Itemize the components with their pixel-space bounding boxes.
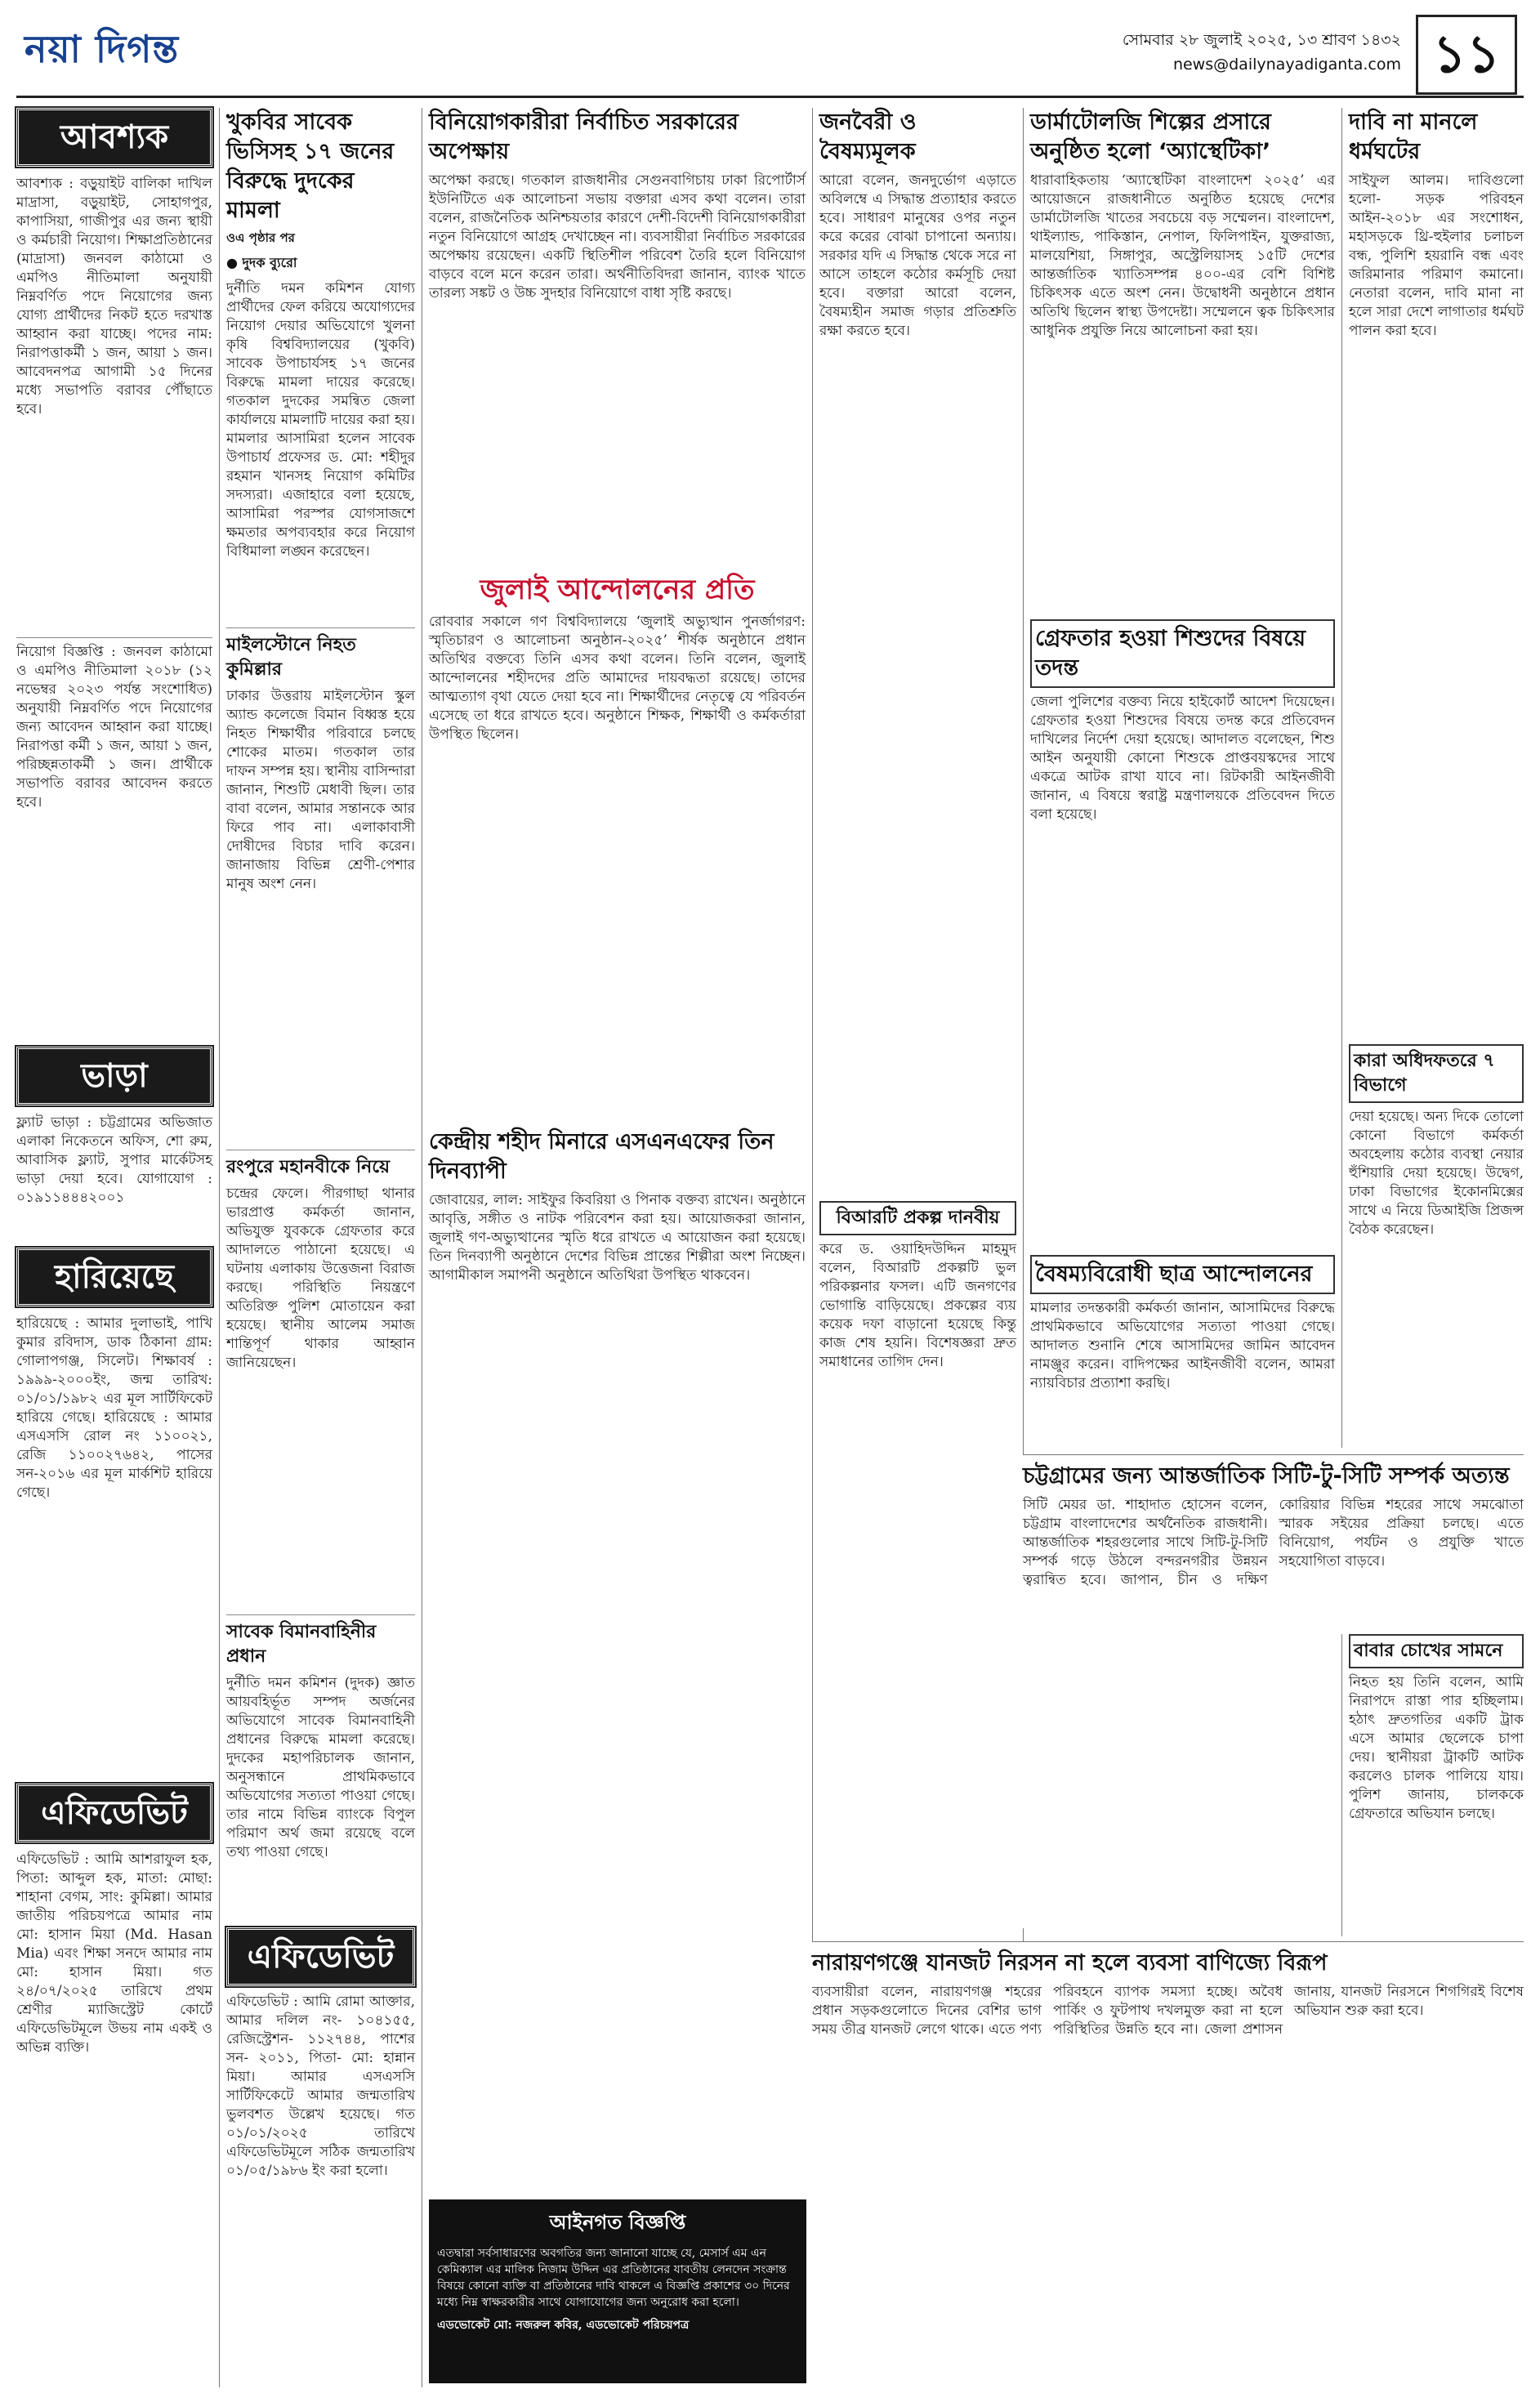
story-1-byline: ● দুদক ব্যুরো bbox=[226, 255, 297, 270]
story-6-headline: জুলাই আন্দোলনের প্রতি bbox=[480, 574, 755, 606]
column-8 bbox=[1341, 108, 1524, 1448]
story-16-body: দেয়া হয়েছে। অন্য দিকে তোলো কোনো বিভাগে কর্মকর্তা অবহেলায় কঠোর ব্যবস্থা নেয়ার হুঁশিয়ারি দেয়া হয়েছে। উদ্বেগ, ঢাকা বিভাগের ইকোনমিক্সের সাথে এ নিয়ে ডিআইজি প্রিজন্স বৈঠক করেছেন। bbox=[1349, 1109, 1524, 1238]
story-14-block bbox=[812, 1941, 1524, 2387]
masthead bbox=[16, 10, 1524, 98]
rent-section-heading: ভাড়া bbox=[16, 1047, 212, 1105]
story-4-headline: সাবেক বিমানবাহিনীর প্রধান bbox=[226, 1622, 377, 1667]
story-1-headline: খুকবির সাবেক ভিসিসহ ১৭ জনের বিরুদ্ধে দুদকের মামলা bbox=[226, 109, 395, 223]
wanted-ad-1: আবশ্যক : বড়ুয়াইট বালিকা দাখিল মাদ্রাসা, বড়ুয়াইট, সোহাগপুর, কাপাসিয়া, গাজীপুর এর জন্য স্থায়ী ও কর্মচারী নিয়োগ। শিক্ষাপ্রতিষ্ঠানের (মাদ্রাসা) জনবল কাঠামো ও এমপিও নীতিমালা অনুযায়ী নিম্নবর্ণিত পদে নিয়োগের জন্য যোগ্য প্রার্থীদের নিকট হতে দরখাস্ত আহ্বান করা যাচ্ছে। পদের নাম: নিরাপত্তাকর্মী ১ জন, আয়া ১ জন। আবেদনপত্র আগামী ১৫ দিনের মধ্যে সভাপতি বরাবর পৌঁছাতে হবে। bbox=[16, 176, 212, 418]
page-number: ১১ bbox=[1416, 15, 1517, 95]
story-1-body: দুর্নীতি দমন কমিশন যোগ্য প্রার্থীদের ফেল করিয়ে অযোগ্যদের নিয়োগ দেয়ার অভিযোগে খুলনা কৃষি বিশ্ববিদ্যালয়ের (খুকবি) সাবেক উপাচার্যসহ ১৭ জনের বিরুদ্ধে মামলা দায়ের করেছে। গতকাল দুদকের সমন্বিত জেলা কার্যালয়ে মামলাটি দায়ের করা হয়। মামলার আসামিরা হলেন সাবেক উপাচার্য প্রফেসর ড. মো: শহীদুর রহমান খানসহ নিয়োগ কমিটির সদস্যরা। এজাহারে বলা হয়েছে, আসামিরা পরস্পর যোগসাজশে ক্ষমতার অপব্যবহার করে নিয়োগ বিধিমালা লঙ্ঘন করেছেন। bbox=[226, 280, 415, 560]
story-2-body: ঢাকার উত্তরায় মাইলস্টোন স্কুল অ্যান্ড কলেজে বিমান বিধ্বস্ত হয়ে নিহত শিক্ষার্থীর পরিবারে চলছে শোকের মাতম। গতকাল তার দাফন সম্পন্ন হয়। স্থানীয় বাসিন্দারা জানান, শিশুটি মেধাবী ছিল। তার বাবা বলেন, আমার সন্তানকে আর ফিরে পাব না। এলাকাবাসী দোষীদের বিচার দাবি করেন। জানাজায় বিভিন্ন শ্রেণী-পেশার মানুষ অংশ নেন। bbox=[226, 688, 415, 892]
classifieds-column bbox=[16, 108, 212, 2387]
story-17-body: নিহত হয় তিনি বলেন, আমি নিরাপদে রাস্তা পার হচ্ছিলাম। হঠাৎ দ্রুতগতির একটি ট্রাক এসে আমার ছেলেকে চাপা দেয়। স্থানীয়রা ট্রাকটি আটক করলেও চালক পালিয়ে যায়। পুলিশ জানায়, চালককে গ্রেফতারে অভিযান চলছে। bbox=[1349, 1674, 1524, 1822]
story-5-body: অপেক্ষা করছে। গতকাল রাজধানীর সেগুনবাগিচায় ঢাকা রিপোর্টার্স ইউনিটিতে এক আলোচনা সভায় বক্তারা এসব কথা বলেন। তারা বলেন, রাজনৈতিক অনিশ্চয়তার কারণে দেশী-বিদেশী বিনিয়োগকারীরা নতুন বিনিয়োগে আগ্রহ দেখাচ্ছেন না। ব্যবসায়ীরা নির্বাচিত সরকারের অপেক্ষায় রয়েছেন। একটি স্থিতিশীল পরিবেশ তৈরি হলে বিনিয়োগ বাড়বে বলে মনে করেন তারা। অর্থনীতিবিদরা জানান, ব্যাংক খাতে তারল্য সঙ্কট ও উচ্চ সুদহার বিনিয়োগে বাধা সৃষ্টি করছে। bbox=[429, 172, 806, 301]
lost-section-heading: হারিয়েছে bbox=[16, 1248, 212, 1306]
center-column bbox=[422, 108, 806, 2387]
story-15-body: সাইফুল আলম। দাবিগুলো হলো- সড়ক পরিবহন আইন-২০১৮ এর সংশোধন, মহাসড়কে থ্রি-হুইলার চলাচল বন্ধ, পুলিশি হয়রানি বন্ধ এবং জরিমানার পরিমাণ কমানো। নেতারা বলেন, দাবি মানা না হলে সারা দেশে লাগাতার ধর্মঘট পালন করা হবে। bbox=[1349, 172, 1524, 339]
story-7-headline: কেন্দ্রীয় শহীদ মিনারে এসএনএফের তিন দিনব্যাপী bbox=[429, 1129, 774, 1184]
legal-notice-signature: এডভোকেট মো: নজরুল কবির, এডভোকেট পরিচয়পত্র bbox=[437, 2319, 690, 2332]
story-1-kicker: ওএ পৃষ্ঠার পর bbox=[226, 230, 295, 245]
story-3-body: চন্দ্রের ফেলে। পীরগাছা থানার ভারপ্রাপ্ত কর্মকর্তা জানান, অভিযুক্ত যুবককে গ্রেফতার করে আদালতে পাঠানো হয়েছে। এ ঘটনায় এলাকায় উত্তেজনা বিরাজ করছে। পরিস্থিতি নিয়ন্ত্রণে অতিরিক্ত পুলিশ মোতায়েন করা হয়েছে। স্থানীয় আলেম সমাজ শান্তিপূর্ণ থাকার আহ্বান জানিয়েছেন। bbox=[226, 1186, 415, 1371]
story-17-headline: বাবার চোখের সামনে bbox=[1349, 1634, 1524, 1668]
story-12-headline: বৈষম্যবিরোধী ছাত্র আন্দোলনের bbox=[1030, 1255, 1335, 1294]
affidavit2-ad: এফিডেভিট : আমি রোমা আক্তার, আমার দলিল নং- ১০৪১৫৫, রেজিস্ট্রেশন- ১১২৭৪৪, পাশের সন- ২০১১, পিতা- মো: হান্নান মিয়া। আমার এসএসসি সার্টিফিকেটে আমার জন্মতারিখ ভুলবশত উল্লেখ হয়েছে। গত ০১/০১/২০২৫ তারিখে এফিডেভিটমূলে সঠিক জন্মতারিখ ০১/০৫/১৯৮৬ ইং করা হলো। bbox=[226, 1994, 415, 2179]
story-13-body: সিটি মেয়র ডা. শাহাদাত হোসেন বলেন, চট্টগ্রাম বাংলাদেশের অর্থনৈতিক রাজধানী। আন্তর্জাতিক শহরগুলোর সাথে সিটি-টু-সিটি সম্পর্ক গড়ে উঠলে বন্দরনগরীর উন্নয়ন ত্বরান্বিত হবে। জাপান, চীন ও দক্ষিণ কোরিয়ার বিভিন্ন শহরের সাথে সমঝোতা স্মারক সইয়ের প্রক্রিয়া চলছে। এতে বিনিয়োগ, পর্যটন ও প্রযুক্তি খাতে সহযোগিতা বাড়বে। bbox=[1023, 1497, 1524, 1588]
column-2 bbox=[219, 108, 415, 2387]
story-10-headline: ডার্মাটোলজি শিল্পের প্রসারে অনুষ্ঠিত হলো ‘অ্যাস্থেটিকা’ bbox=[1030, 109, 1271, 164]
story-12-body: মামলার তদন্তকারী কর্মকর্তা জানান, আসামিদের বিরুদ্ধে প্রাথমিকভাবে অভিযোগের সত্যতা পাওয়া গেছে। আদালত শুনানি শেষে আসামিদের জামিন আবেদন নামঞ্জুর করেন। বাদিপক্ষের আইনজীবী বলেন, আমরা ন্যায়বিচার প্রত্যাশা করছি। bbox=[1030, 1300, 1335, 1391]
story-10-body: ধারাবাহিকতায় ‘অ্যাস্থেটিকা বাংলাদেশ ২০২৫’ এর আয়োজনে রাজধানীতে অনুষ্ঠিত হয়েছে দেশের ডার্মাটোলজি খাতের সবচেয়ে বড় সম্মেলন। বাংলাদেশ, থাইল্যান্ড, পাকিস্তান, নেপাল, ফিলিপাইন, যুক্তরাজ্য, মালয়েশিয়া, সিঙ্গাপুর, অস্ট্রেলিয়াসহ ১৫টি দেশের আন্তর্জাতিক খ্যাতিসম্পন্ন ৪০০-এর বেশি বিশিষ্ট চিকিৎসক এতে অংশ নেন। উদ্বোধনী অনুষ্ঠানে প্রধান অতিথি ছিলেন স্বাস্থ্য উপদেষ্টা। সম্মেলনে ত্বক চিকিৎসার আধুনিক প্রযুক্তি নিয়ে আলোচনা করা হয়। bbox=[1030, 172, 1335, 339]
wanted-section-heading: আবশ্যক bbox=[16, 108, 212, 167]
story-14-body: ব্যবসায়ীরা বলেন, নারায়ণগঞ্জ শহরের প্রধান সড়কগুলোতে দিনের বেশির ভাগ সময় তীব্র যানজট লেগে থাকে। এতে পণ্য পরিবহনে ব্যাপক সমস্যা হচ্ছে। অবৈধ পার্কিং ও ফুটপাথ দখলমুক্ত করা না হলে পরিস্থিতির উন্নতি হবে না। জেলা প্রশাসন জানায়, যানজট নিরসনে শিগগিরই বিশেষ অভিযান শুরু করা হবে। bbox=[812, 1984, 1524, 2038]
story-15-headline: দাবি না মানলে ধর্মঘটের bbox=[1349, 109, 1478, 164]
story-8-body: আরো বলেন, জনদুর্ভোগ এড়াতে অবিলম্বে এ সিদ্ধান্ত প্রত্যাহার করতে হবে। সাধারণ মানুষের ওপর নতুন করে করের বোঝা চাপানো অন্যায়। সরকার যদি এ সিদ্ধান্ত থেকে সরে না আসে তাহলে কঠোর কর্মসূচি দেয়া হবে। বক্তারা আরো বলেন, বৈষম্যহীন সমাজ গড়ার প্রতিশ্রুতি রক্ষা করতে হবে। bbox=[819, 172, 1016, 339]
story-5-headline: বিনিয়োগকারীরা নির্বাচিত সরকারের অপেক্ষায় bbox=[429, 109, 739, 164]
affidavit-ad: এফিডেভিট : আমি আশরাফুল হক, পিতা: আব্দুল হক, মাতা: মোছা: শাহানা বেগম, সাং: কুমিল্লা। আমার জাতীয় পরিচয়পত্রে আমার নাম মো: হাসান মিয়া (Md. Hasan Mia) এবং শিক্ষা সনদে আমার নাম মো: হাসান মিয়া। গত ২৪/০৭/২০২৫ তারিখে প্রথম শ্রেণীর ম্যাজিস্ট্রেট কোর্টে এফিডেভিটমূলে উভয় নাম একই ও অভিন্ন ব্যক্তি। bbox=[16, 1851, 212, 2056]
story-4-body: দুর্নীতি দমন কমিশন (দুদক) জ্ঞাত আয়বহির্ভূত সম্পদ অর্জনের অভিযোগে সাবেক বিমানবাহিনী প্রধানের বিরুদ্ধে মামলা করেছে। দুদকের মহাপরিচালক জানান, অনুসন্ধানে প্রাথমিকভাবে অভিযোগের সত্যতা পাওয়া গেছে। তার নামে বিভিন্ন ব্যাংকে বিপুল পরিমাণ অর্থ জমা রয়েছে বলে তথ্য পাওয়া গেছে। bbox=[226, 1675, 415, 1860]
wanted-ad-2: নিয়োগ বিজ্ঞপ্তি : জনবল কাঠামো ও এমপিও নীতিমালা ২০১৮ (১২ নভেম্বর ২০২৩ পর্যন্ত সংশোধিত) অনুযায়ী নিম্নবর্ণিত পদে নিয়োগের জন্য আবেদন আহ্বান করা যাচ্ছে। নিরাপত্তা কর্মী ১ জন, আয়া ১ জন, পরিচ্ছন্নতাকর্মী ১ জন। প্রার্থীকে সভাপতি বরাবর আবেদন করতে হবে। bbox=[16, 644, 212, 810]
story-14-headline: নারায়ণগঞ্জে যানজট নিরসন না হলে ব্যবসা বাণিজ্যে বিরূপ bbox=[812, 1950, 1328, 1976]
story-13-headline: চট্টগ্রামের জন্য আন্তর্জাতিক সিটি-টু-সিটি সম্পর্ক অত্যন্ত bbox=[1023, 1463, 1510, 1489]
story-3-headline: রংপুরে মহানবীকে নিয়ে bbox=[226, 1157, 391, 1177]
story-11-body: জেলা পুলিশের বক্তব্য নিয়ে হাইকোর্ট আদেশ দিয়েছেন। গ্রেফতার হওয়া শিশুদের বিষয়ে তদন্ত করে প্রতিবেদন দাখিলের নির্দেশ দেয়া হয়েছে। আদালত বলেছেন, শিশু আইন অনুযায়ী কোনো শিশুকে প্রাপ্তবয়স্কদের সাথে একত্রে আটক রাখা যাবে না। রিটকারী আইনজীবী জানান, এ বিষয়ে স্বরাষ্ট্র মন্ত্রণালয়কে প্রতিবেদন দিতে বলা হয়েছে। bbox=[1030, 694, 1335, 823]
story-9-body: করে ড. ওয়াহিদউদ্দিন মাহমুদ বলেন, বিআরটি প্রকল্পটি ভুল পরিকল্পনার ফসল। এটি জনগণের ভোগান্তি বাড়িয়েছে। প্রকল্পের ব্যয় কয়েক দফা বাড়ানো হয়েছে কিন্তু কাজ শেষ হয়নি। বিশেষজ্ঞরা দ্রুত সমাধানের তাগিদ দেন। bbox=[819, 1241, 1016, 1370]
story-2-headline: মাইলস্টোনে নিহত কুমিল্লার bbox=[226, 635, 356, 680]
legal-notice-heading: আইনগত বিজ্ঞপ্তি bbox=[549, 2211, 686, 2234]
dateline bbox=[1123, 28, 1401, 77]
legal-notice bbox=[429, 2199, 806, 2383]
affidavit-section-heading: এফিডেভিট bbox=[16, 1784, 212, 1842]
legal-notice-body: এতদ্বারা সর্বসাধারণের অবগতির জন্য জানানো যাচ্ছে যে, মেসার্স এম এন কেমিক্যাল এর মালিক নিজাম উদ্দিন এর প্রতিষ্ঠানের যাবতীয় লেনদেন সংক্রান্ত বিষয়ে কোনো ব্যক্তি বা প্রতিষ্ঠানের দাবি থাকলে এ বিজ্ঞপ্তি প্রকাশের ৩০ দিনের মধ্যে নিম্ন স্বাক্ষরকারীর সাথে যোগাযোগের জন্য অনুরোধ করা হলো। bbox=[437, 2247, 790, 2309]
story-6-body: রোববার সকালে গণ বিশ্ববিদ্যালয়ে ‘জুলাই অভ্যুত্থান পুনর্জাগরণ: স্মৃতিচারণ ও আলোচনা অনুষ্ঠান-২০২৫’ শীর্ষক অনুষ্ঠানে প্রধান অতিথির বক্তব্যে তিনি এসব কথা বলেন। তিনি বলেন, জুলাই আন্দোলনের শহীদদের প্রতি আমাদের দায়বদ্ধতা রয়েছে। তাদের আত্মত্যাগ বৃথা যেতে দেয়া হবে না। শিক্ষার্থীদের নেতৃত্বে যে পরিবর্তন এসেছে তা ধরে রাখতে হবে। অনুষ্ঠানে শিক্ষক, শিক্ষার্থী ও কর্মকর্তারা উপস্থিত ছিলেন। bbox=[429, 614, 806, 743]
issue-date: সোমবার ২৮ জুলাই ২০২৫, ১৩ শ্রাবণ ১৪৩২ bbox=[1122, 31, 1401, 49]
story-7-body: জোবায়ের, লাল: সাইফুর কিবরিয়া ও পিনাক বক্তব্য রাখেন। অনুষ্ঠানে আবৃত্তি, সঙ্গীত ও নাটক পরিবেশন করা হয়। আয়োজকরা জানান, জুলাই গণ-অভ্যুত্থানের স্মৃতি ধরে রাখতে এ আয়োজন করা হয়েছে। তিন দিনব্যাপী অনুষ্ঠানে দেশের বিভিন্ন প্রান্তের শিল্পীরা অংশ নিচ্ছেন। আগামীকাল সমাপনী অনুষ্ঠানে অতিথিরা উপস্থিত থাকবেন। bbox=[429, 1192, 806, 1284]
lost-ad: হারিয়েছে : আমার দুলাভাই, পাখি কুমার রবিদাস, ডাক ঠিকানা গ্রাম: গোলাপগঞ্জ, সিলেট। শিক্ষাবর্ষ : ১৯৯৯-২০০০ইং, জন্ম তারিখ: ০১/০১/১৯৮২ এর মূল সার্টিফিকেট হারিয়ে গেছে। হারিয়েছে : আমার এসএসসি রোল নং ১১০০২১, রেজি ১১০০২৭৬৪২, পাসের সন-২০১৬ এর মূল মার্কশিট হারিয়ে গেছে। bbox=[16, 1315, 212, 1501]
story-8-headline: জনবৈরী ও বৈষম্যমূলক bbox=[819, 109, 917, 164]
story-9-headline: বিআরটি প্রকল্প দানবীয় bbox=[819, 1201, 1016, 1235]
contact-email: news@dailynayadiganta.com bbox=[1172, 56, 1401, 74]
affidavit2-heading: এফিডেভিট bbox=[226, 1927, 415, 1986]
story-17-block bbox=[1341, 1634, 1524, 1936]
story-16-headline: কারা অধিদফতরে ৭ বিভাগে bbox=[1349, 1044, 1524, 1103]
story-11-headline: গ্রেফতার হওয়া শিশুদের বিষয়ে তদন্ত bbox=[1030, 619, 1335, 688]
newspaper-logo: নয়া দিগন্ত bbox=[25, 27, 180, 71]
rent-ad: ফ্ল্যাট ভাড়া : চট্টগ্রামের অভিজাত এলাকা নিকেতনে অফিস, শো রুম, আবাসিক ফ্ল্যাট, সুপার মার্কেটসহ ভাড়া দেয়া হবে। যোগাযোগ : ০১৯১১৪৪৪২০০১ bbox=[16, 1114, 212, 1206]
